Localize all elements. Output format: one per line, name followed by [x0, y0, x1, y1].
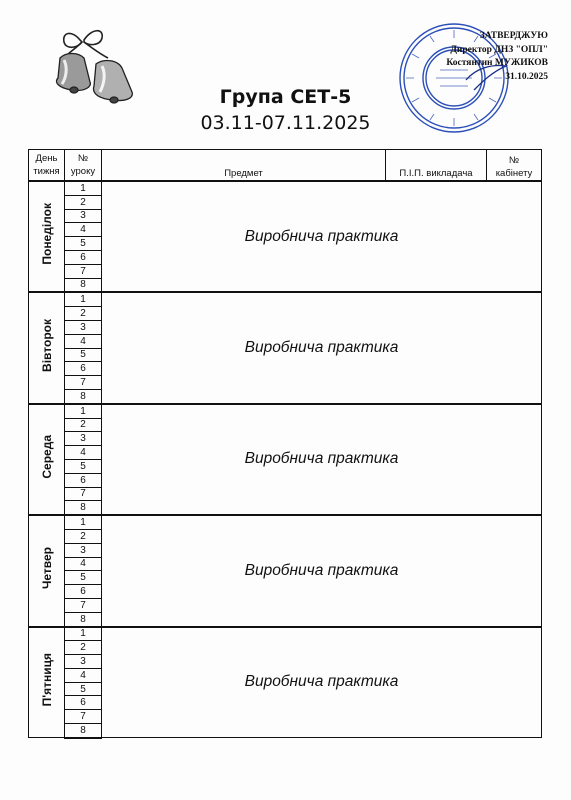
header-room: [487, 150, 542, 182]
lesson-number: 2: [65, 529, 102, 543]
lesson-number: 6: [65, 362, 102, 376]
lesson-number: 8: [65, 278, 102, 292]
day-name: Четвер: [39, 547, 54, 590]
lesson-number: 7: [65, 264, 102, 278]
day-name: Вівторок: [39, 319, 54, 373]
day-cell: [29, 515, 65, 626]
lesson-number: 5: [65, 348, 102, 362]
lesson-number: 3: [65, 320, 102, 334]
approval-position: Директор ДНЗ "ОПЛ": [450, 44, 548, 55]
lesson-number: 8: [65, 612, 102, 626]
lesson-number: 6: [65, 696, 102, 710]
week-dates: 03.11-07.11.2025: [200, 112, 371, 134]
day-cell: [29, 292, 65, 403]
lesson-number: 8: [65, 389, 102, 403]
approval-date: 31.10.2025: [505, 71, 548, 82]
lesson-number: 5: [65, 571, 102, 585]
approval-signatory: Костянтин МУЖИКОВ: [446, 58, 548, 68]
subject-cell: Виробнича практика: [102, 627, 542, 738]
header-room-line1: №: [508, 155, 520, 166]
lesson-number: 6: [65, 585, 102, 599]
table-row: [29, 515, 542, 529]
lesson-number: 5: [65, 682, 102, 696]
lesson-number: 4: [65, 223, 102, 237]
lesson-number: 1: [65, 292, 102, 306]
lesson-number: 1: [65, 515, 102, 529]
lesson-number: 5: [65, 459, 102, 473]
lesson-number: 2: [65, 307, 102, 321]
day-cell: [29, 181, 65, 292]
header-teacher: П.І.П. викладача: [386, 150, 487, 182]
day-cell: [29, 404, 65, 515]
day-name: Середа: [39, 435, 54, 479]
table-row: [29, 627, 542, 641]
lesson-number: 3: [65, 209, 102, 223]
lesson-number: 2: [65, 195, 102, 209]
day-cell: [29, 627, 65, 738]
table-row: [29, 292, 542, 306]
lesson-number: 1: [65, 627, 102, 641]
header-lesson-line1: №: [77, 153, 89, 164]
header-room-line2: кабінету: [495, 168, 533, 179]
lesson-number: 3: [65, 655, 102, 669]
lesson-number: 6: [65, 250, 102, 264]
lesson-number: 1: [65, 404, 102, 418]
lesson-number: 5: [65, 237, 102, 251]
header-day-line1: День: [35, 153, 58, 164]
lesson-number: 7: [65, 487, 102, 501]
lesson-number: 3: [65, 432, 102, 446]
approval-block: [418, 30, 548, 84]
lesson-number: 4: [65, 334, 102, 348]
lesson-number: 4: [65, 557, 102, 571]
subject-cell: Виробнича практика: [102, 515, 542, 626]
page-title: Група СЕТ-5: [219, 86, 352, 108]
day-name: П'ятниця: [39, 653, 54, 707]
lesson-number: 7: [65, 710, 102, 724]
lesson-number: 4: [65, 668, 102, 682]
lesson-number: 1: [65, 181, 102, 195]
subject-cell: Виробнича практика: [102, 181, 542, 292]
lesson-number: 7: [65, 598, 102, 612]
header-subject: Предмет: [102, 150, 386, 182]
lesson-number: 2: [65, 641, 102, 655]
lesson-number: 6: [65, 473, 102, 487]
day-name: Понеділок: [39, 203, 54, 265]
lesson-number: 8: [65, 501, 102, 515]
header-day-line2: тижня: [33, 166, 60, 177]
schedule-table: [28, 149, 542, 739]
schedule-body: [29, 181, 542, 738]
subject-cell: Виробнича практика: [102, 292, 542, 403]
header-lesson-line2: уроку: [70, 166, 96, 177]
approval-heading: ЗАТВЕРДЖУЮ: [479, 31, 548, 41]
table-row: [29, 404, 542, 418]
header-lesson: [65, 150, 102, 182]
table-row: [29, 181, 542, 195]
lesson-number: 4: [65, 446, 102, 460]
lesson-number: 7: [65, 376, 102, 390]
header-day: [29, 150, 65, 182]
subject-cell: Виробнича практика: [102, 404, 542, 515]
lesson-number: 3: [65, 543, 102, 557]
lesson-number: 2: [65, 418, 102, 432]
lesson-number: 8: [65, 724, 102, 738]
table-header-row: [29, 150, 542, 182]
